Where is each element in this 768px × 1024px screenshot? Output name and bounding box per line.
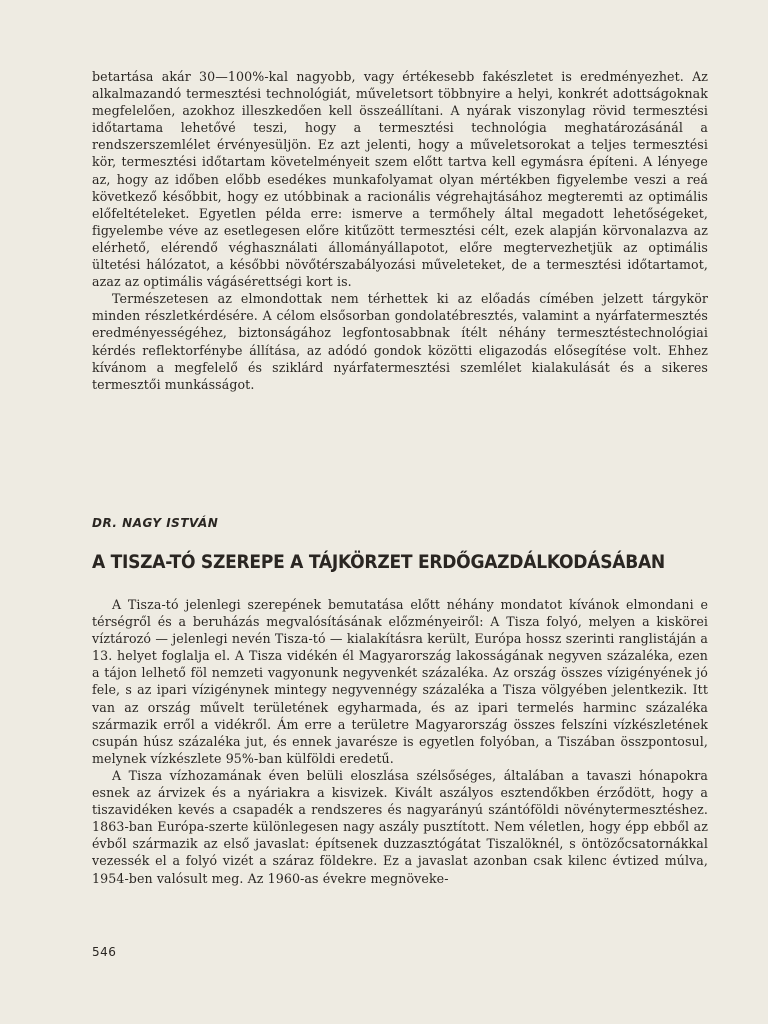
- document-page: [92, 0, 708, 1024]
- article-title: A TISZA-TÓ SZEREPE A TÁJKÖRZET ERDŐGAZDÁLKODÁSÁBAN: [92, 551, 665, 573]
- paragraph: A Tisza vízhozamának éven belüli eloszlása szélsőséges, általában a tavaszi hónapokra esnek az árvizek és a nyáriakra a kisvizek. Kivált aszályos esztendőkben érződött, hogy a tiszavidéken kevés a csapadék a rendszeres és nagyarányú szántóföldi növénytermesztéshez. 1863-ban Európa-szerte különlegesen nagy aszály pusztított. Nem véletlen, hogy épp ebből az évből származik az első javaslat: építsenek duzzasztógátat Tiszalöknél, s öntözőcsatornákkal vezessék el a folyó vizét a száraz földekre. Ez a javaslat azonban csak kilenc évtized múlva, 1954-ben valósult meg. Az 1960-as évekre megnöveke-: [92, 767, 708, 886]
- previous-article-ending: [92, 68, 708, 393]
- article-body: [92, 596, 708, 887]
- paragraph: Természetesen az elmondottak nem térhettek ki az előadás címében jelzett tárgykör minden részletkérdésére. A célom elsősorban gondolatébresztés, valamint a nyárfatermesztés eredményességéhez, biztonságához legfontosabbnak ítélt néhány termesztéstechnológiai kérdés reflektorfénybe állítása, az adódó gondok közötti eligazodás elősegítése volt. Ehhez kívánom a megfelelő és sziklárd nyárfatermesztési szemlélet kialakulását és a sikeres termesztői munkásságot.: [92, 291, 708, 392]
- page-number: 546: [92, 945, 117, 959]
- paragraph: betartása akár 30—100%-kal nagyobb, vagy értékesebb fakészletet is eredményezhet. Az alkalmazandó termesztési technológiát, műveletsort többnyire a helyi, konkrét adottságoknak megfelelően, azokhoz illeszkedően kell összeállítani. A nyárak viszonylag rövid termesztési időtartama lehetővé teszi, hogy a termesztési technológia meghatározásánál a rendszerszemlélet érvényesüljön. Ez azt jelenti, hogy a műveletsorokat a teljes termesztési kör, termesztési időtartam követelményeit szem előtt tartva kell egymásra építeni. A lényege az, hogy az időben előbb esedékes munkafolyamat olyan mértékben figyelembe veszi a reá következő későbbit, hogy ez utóbbinak a racionális végrehajtásához megteremti az optimális előfeltételeket. Egyetlen példa erre: ismerve a termőhely által megadott lehetőségeket, figyelembe véve az esetlegesen előre kitűzött termesztési célt, ezek alapján körvonalazva az elérhető, elérendő véghasználati állományállapotot, előre megtervezhetjük az optimális ültetési hálózatot, a későbbi növőtérszabályozási műveleteket, de a termesztési időtartamot, azaz az optimális vágásérettségi kort is.: [92, 69, 708, 290]
- article-author: DR. NAGY ISTVÁN: [92, 516, 219, 530]
- paragraph: A Tisza-tó jelenlegi szerepének bemutatása előtt néhány mondatot kívánok elmondani e térségről és a beruházás megvalósításának előzményeiről: A Tisza folyó, melyen a kiskörei víztározó — jelenlegi nevén Tisza-tó — kialakításra került, Európa hossz szerinti ranglistáján a 13. helyet foglalja el. A Tisza vidékén él Magyarország lakosságának negyven százaléka, ezen a tájon lelhető föl nemzeti vagyonunk negyvenkét százaléka. Az ország összes vízigényének jó fele, s az ipari vízigénynek mintegy negyvennégy százaléka a Tisza völgyében jelentkezik. Itt van az ország művelt területének egyharmada, és az ipari termelés harminc százaléka származik erről a vidékről. Ám erre a területre Magyarország összes felszíni vízkészletének csupán húsz százaléka jut, és ennek javarésze is egyetlen folyóban, a Tiszában összpontosul, melynek vízkészlete 95%-ban külföldi eredetű.: [92, 597, 708, 766]
